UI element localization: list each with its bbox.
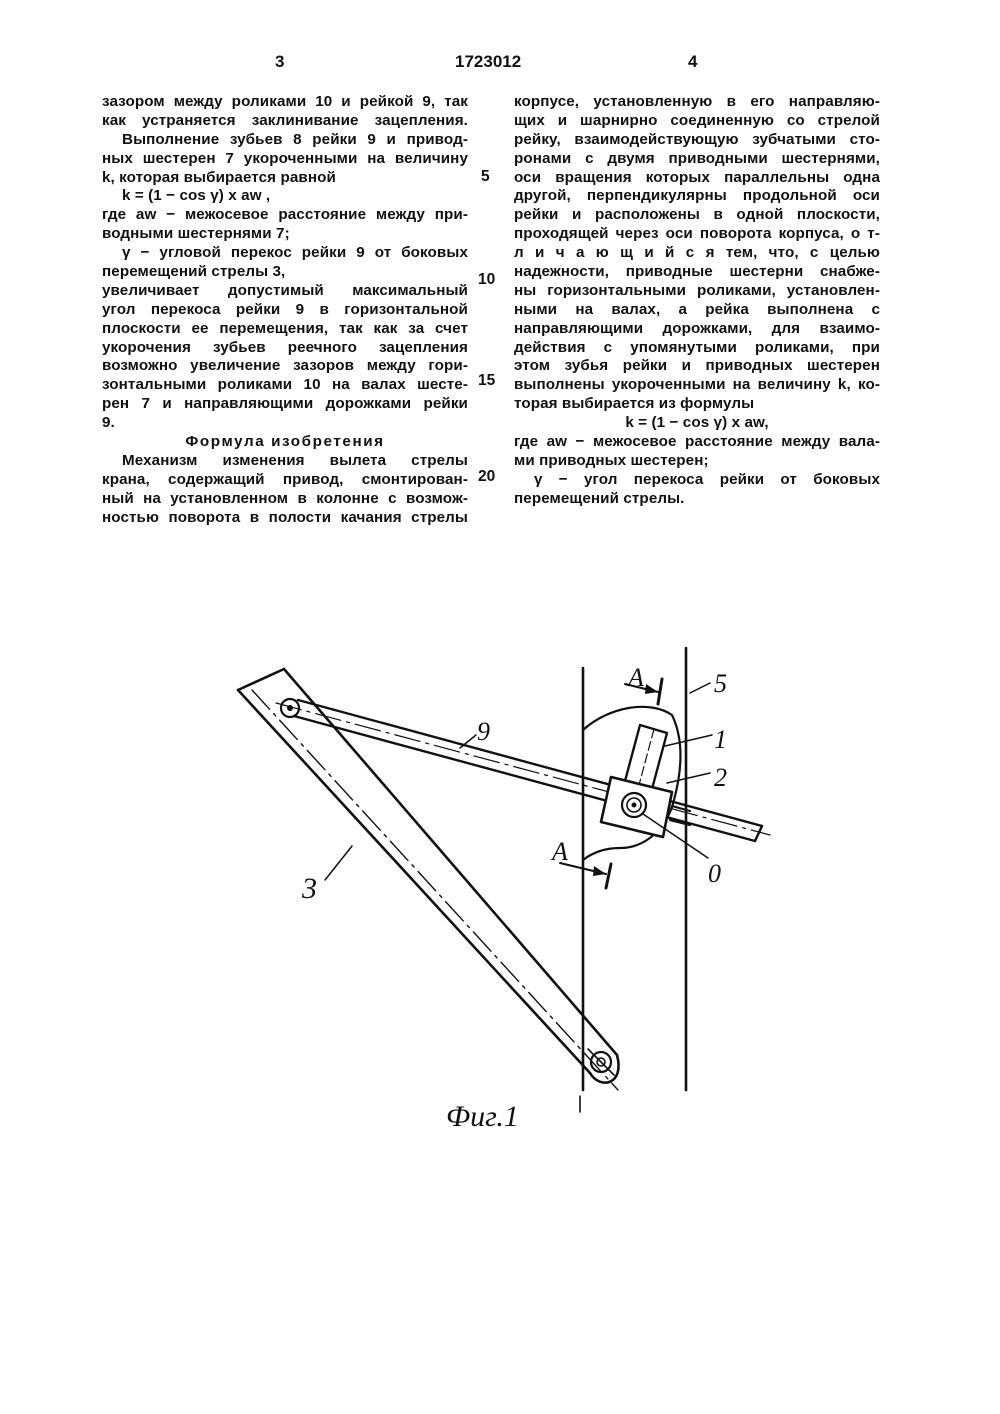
text-line: k, которая выбирается равной: [102, 168, 336, 186]
boom-3: [238, 669, 619, 1090]
text-line: водными шестернями 7;: [102, 225, 290, 243]
section-heading: Формула изобретения: [185, 433, 385, 451]
label-0: 0: [708, 859, 721, 888]
text-line: зонтальными роликами 10 на валах шесте-: [102, 376, 468, 394]
text-line: γ − угловой перекос рейки 9 от боковых: [122, 244, 468, 262]
leader-1: [665, 735, 712, 746]
text-line: проходящей через оси поворота корпуса, о т-: [514, 225, 880, 243]
text-line: торая выбирается из формулы: [514, 395, 755, 413]
text-line: 9.: [102, 414, 115, 432]
housing-2: [601, 777, 708, 858]
label-3: 3: [302, 872, 317, 905]
text-line: возможно увеличение зазоров между гори-: [102, 357, 468, 375]
label-5: 5: [714, 669, 727, 698]
text-line: щих и шарнирно соединенную со стрелой: [514, 111, 880, 129]
text-line: ностью поворота в полости качания стрелы: [102, 508, 468, 526]
text-line: другой, перпендикулярны продольной оси: [514, 187, 880, 205]
text-line: оси вращения которых параллельны одна: [514, 168, 880, 186]
text-line: перемещений стрелы.: [514, 489, 685, 507]
section-label-bottom: A: [552, 837, 568, 866]
text-line: где aw − межосевое расстояние между вала-: [514, 433, 880, 451]
label-9: 9: [477, 717, 490, 746]
page-number-right: 4: [688, 52, 698, 71]
text-line: ный на установленном в колонне с возмож-: [102, 489, 468, 507]
text-line: л и ч а ю щ и й с я тем, что, с целью: [514, 244, 880, 262]
leader-3: [325, 846, 352, 880]
column-body: [580, 648, 686, 1112]
text-line: направляющими дорожками, для взаимо-: [514, 319, 880, 337]
text-line: γ − угол перекоса рейки от боковых: [534, 470, 880, 488]
formula-line: k = (1 − cos γ) x aw,: [625, 414, 769, 432]
rack-9: [276, 700, 770, 841]
patent-number: 1723012: [455, 52, 522, 71]
label-1: 1: [714, 725, 727, 754]
text-line: крана, содержащий привод, смонтирован-: [102, 470, 468, 488]
text-line: укорочения зубьев реечного зацепления: [102, 338, 468, 356]
text-line: рейку, взаимодействующую зубчатыми сто-: [514, 130, 880, 148]
formula-line: k = (1 − cos γ) x aw ,: [122, 187, 271, 205]
text-line: ны горизонтальными роликами, установлен-: [514, 281, 880, 299]
text-line: надежности, приводные шестерни снабже-: [514, 263, 880, 281]
text-line: где aw − межосевое расстояние между при-: [102, 206, 468, 224]
text-line: как устраняется заклинивание зацепления.: [102, 111, 468, 129]
leader-5: [690, 683, 710, 693]
text-line: перемещений стрелы 3,: [102, 263, 286, 281]
page-number-left: 3: [275, 52, 285, 71]
text-line: корпусе, установленную в его направляю-: [514, 93, 880, 110]
line-number-10: 10: [478, 271, 496, 288]
boom-lower-pivot: [588, 1049, 614, 1075]
text-line: действия с упомянутыми роликами, при: [514, 338, 880, 356]
text-line: увеличивает допустимый максимальный: [102, 281, 468, 299]
text-line: ронами с двумя приводными шестернями,: [514, 149, 880, 167]
label-2: 2: [714, 763, 727, 792]
leader-2: [667, 773, 710, 783]
text-line: рен 7 и направляющими дорожками рейки: [102, 395, 468, 413]
text-line: рейки и расположены в одной плоскости,: [514, 206, 880, 224]
text-line: ными на валах, а рейка выполнена с: [514, 300, 880, 318]
text-line: Механизм изменения вылета стрелы: [122, 451, 468, 469]
text-line: ных шестерен 7 укороченными на величину: [102, 149, 468, 167]
text-line: плоскости ее перемещения, так как за счет: [102, 319, 468, 337]
line-number-20: 20: [478, 468, 496, 485]
section-label-top: A: [628, 663, 644, 692]
text-line: этом зубья рейки и приводных шестерен: [514, 357, 880, 375]
text-line: угол перекоса рейки 9 в горизонтальной: [102, 300, 468, 318]
text-line: ми приводных шестерен;: [514, 451, 709, 469]
line-number-5: 5: [481, 168, 490, 185]
line-number-15: 15: [478, 372, 496, 389]
text-line: Выполнение зубьев 8 рейки 9 и привод-: [122, 130, 468, 148]
figure-caption: Фиг.1: [446, 1100, 519, 1133]
text-line: выполнены укороченными на величину k, ко-: [514, 376, 880, 394]
section-arrow-bottom: [560, 863, 611, 888]
drive-unit-1: [625, 725, 667, 789]
text-line: зазором между роликами 10 и рейкой 9, так: [102, 93, 468, 110]
